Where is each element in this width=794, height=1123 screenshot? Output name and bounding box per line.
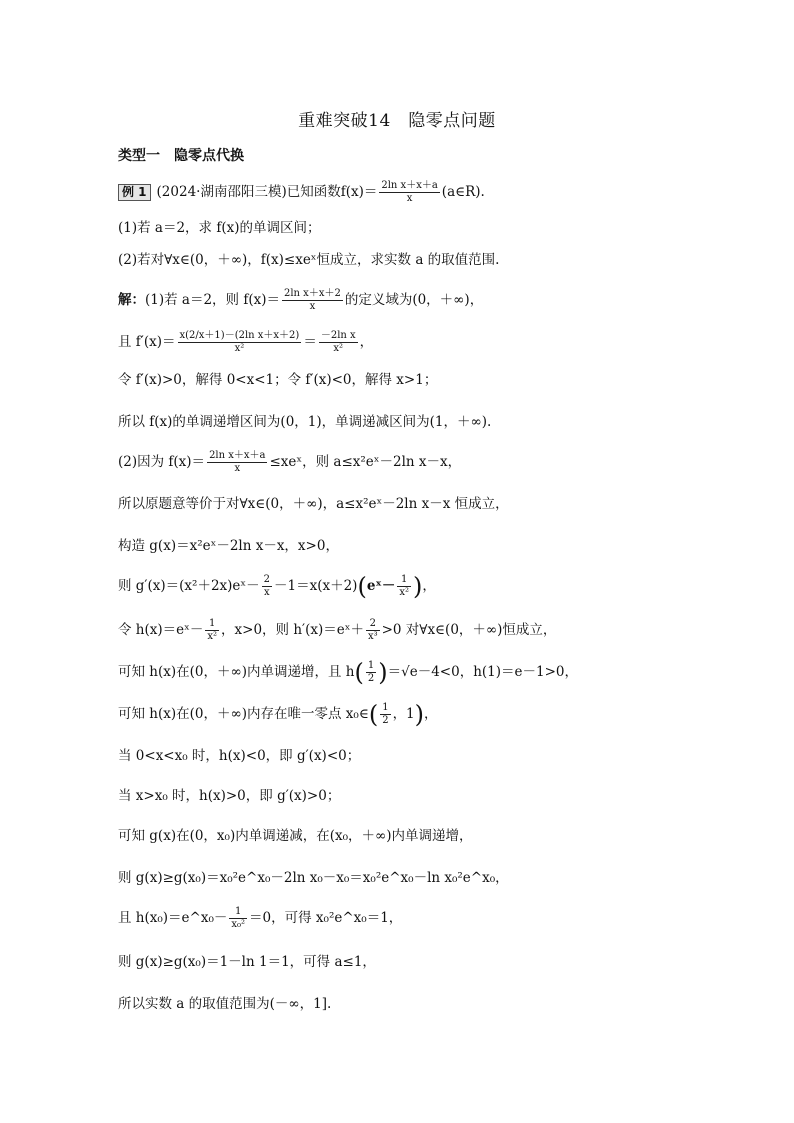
fraction: $\frac{2}{\text{x³}}$: [367, 618, 378, 642]
solution-line-8: 则 g′(x)＝(x²＋2x)eˣ－ $\frac{2}{x}$ －1＝x(x＋2)(eˣ－ $\frac{1}{\text{x²}}$ )，: [118, 572, 436, 601]
solution-line-13: 当 x>x₀ 时，h(x)>0，即 g′(x)>0；: [118, 788, 341, 804]
solution-line-14: 可知 g(x)在(0，x₀)内单调递减，在(x₀，＋∞)内单调递增，: [118, 828, 473, 844]
fraction: $\frac{\text{－2ln x}}{\text{x²}}$: [320, 330, 356, 354]
fraction: $\frac{1}{2}$: [382, 702, 389, 726]
fraction: $\frac{\text{2ln x＋x＋a}}{x}$: [209, 450, 266, 474]
solution-line-10: 可知 h(x)在(0，＋∞)内单调递增，且 h( $\frac{1}{2}$ )＝√e－4<0，h(1)＝e－1>0，: [118, 658, 579, 687]
solution-line-11: 可知 h(x)在(0，＋∞)内存在唯一零点 x₀∈( $\frac{1}{2}$ ，1)，: [118, 700, 438, 729]
solution-line-3: 令 f′(x)>0，解得 0<x<1；令 f′(x)<0，解得 x>1；: [118, 372, 438, 388]
example-source: (2024·湖南邵阳三模): [156, 184, 287, 200]
fraction: $\frac{\text{x(2/x＋1)－(2ln x＋x＋2)}}{\text{x²}}$: [179, 330, 300, 354]
example-fraction: $\frac{\text{2ln x＋x＋a}}{x}$: [381, 180, 438, 204]
solution-line-18: 所以实数 a 的取值范围为(－∞，1].: [118, 996, 332, 1012]
solution-line-1: 解：(1)若 a＝2，则 f(x)＝ $\frac{\text{2ln x＋x＋2}}{x}$ 的定义域为(0，＋∞)，: [118, 288, 484, 312]
solution-line-17: 则 g(x)≥g(x₀)＝1－ln 1＝1，可得 a≤1，: [118, 954, 376, 970]
solution-line-6: 所以原题意等价于对∀x∈(0，＋∞)，a≤x²eˣ－2ln x－x 恒成立，: [118, 496, 509, 512]
fraction: $\frac{\text{2ln x＋x＋2}}{x}$: [284, 288, 341, 312]
solution-line-2: 且 f′(x)＝ $\frac{\text{x(2/x＋1)－(2ln x＋x＋2)}}{\text{x²}}$ ＝ $\frac{\text{－2ln x}}{\text{x²}}$ ，: [118, 330, 374, 354]
page-title: 重难突破14 隐零点问题: [298, 111, 496, 131]
example-badge: 例 1: [118, 184, 151, 201]
fraction: $\frac{2}{x}$: [263, 574, 270, 598]
fraction: $\frac{1}{\text{x₀²}}$: [231, 906, 246, 930]
example-header: [118, 180, 485, 205]
solution-line-7: 构造 g(x)＝x²eˣ－2ln x－x，x>0，: [118, 538, 339, 554]
question-1: (1)若 a＝2，求 f(x)的单调区间；: [118, 220, 321, 236]
section-heading: 类型一 隐零点代换: [118, 148, 244, 164]
example-func-suffix: (a∈R).: [441, 184, 485, 200]
solution-line-4: 所以 f(x)的单调递增区间为(0，1)，单调递减区间为(1，＋∞).: [118, 414, 492, 430]
fraction: $\frac{1}{\text{x²}}$: [399, 574, 409, 598]
solution-line-5: (2)因为 f(x)＝ $\frac{\text{2ln x＋x＋a}}{x}$ ≤xeˣ，则 a≤x²eˣ－2ln x－x，: [118, 450, 462, 474]
fraction: $\frac{1}{2}$: [367, 660, 375, 684]
question-2: (2)若对∀x∈(0，＋∞)，f(x)≤xeˣ恒成立，求实数 a 的取值范围.: [118, 252, 500, 268]
example-func-prefix: 已知函数f(x)＝: [286, 184, 378, 200]
fraction: $\frac{1}{\text{x²}}$: [207, 618, 218, 642]
solution-line-15: 则 g(x)≥g(x₀)＝x₀²e^x₀－2ln x₀－x₀＝x₀²e^x₀－ln x₀²e^x₀，: [118, 870, 509, 886]
solution-line-16: 且 h(x₀)＝e^x₀－ $\frac{1}{\text{x₀²}}$ ＝0，可得 x₀²e^x₀＝1，: [118, 906, 403, 930]
solution-line-9: 令 h(x)＝eˣ－ $\frac{1}{\text{x²}}$ ，x>0，则 h′(x)＝eˣ＋ $\frac{2}{\text{x³}}$ >0 对∀x∈(0，＋∞)恒成立，: [118, 618, 557, 642]
solution-line-12: 当 0<x<x₀ 时，h(x)<0，即 g′(x)<0；: [118, 748, 361, 764]
